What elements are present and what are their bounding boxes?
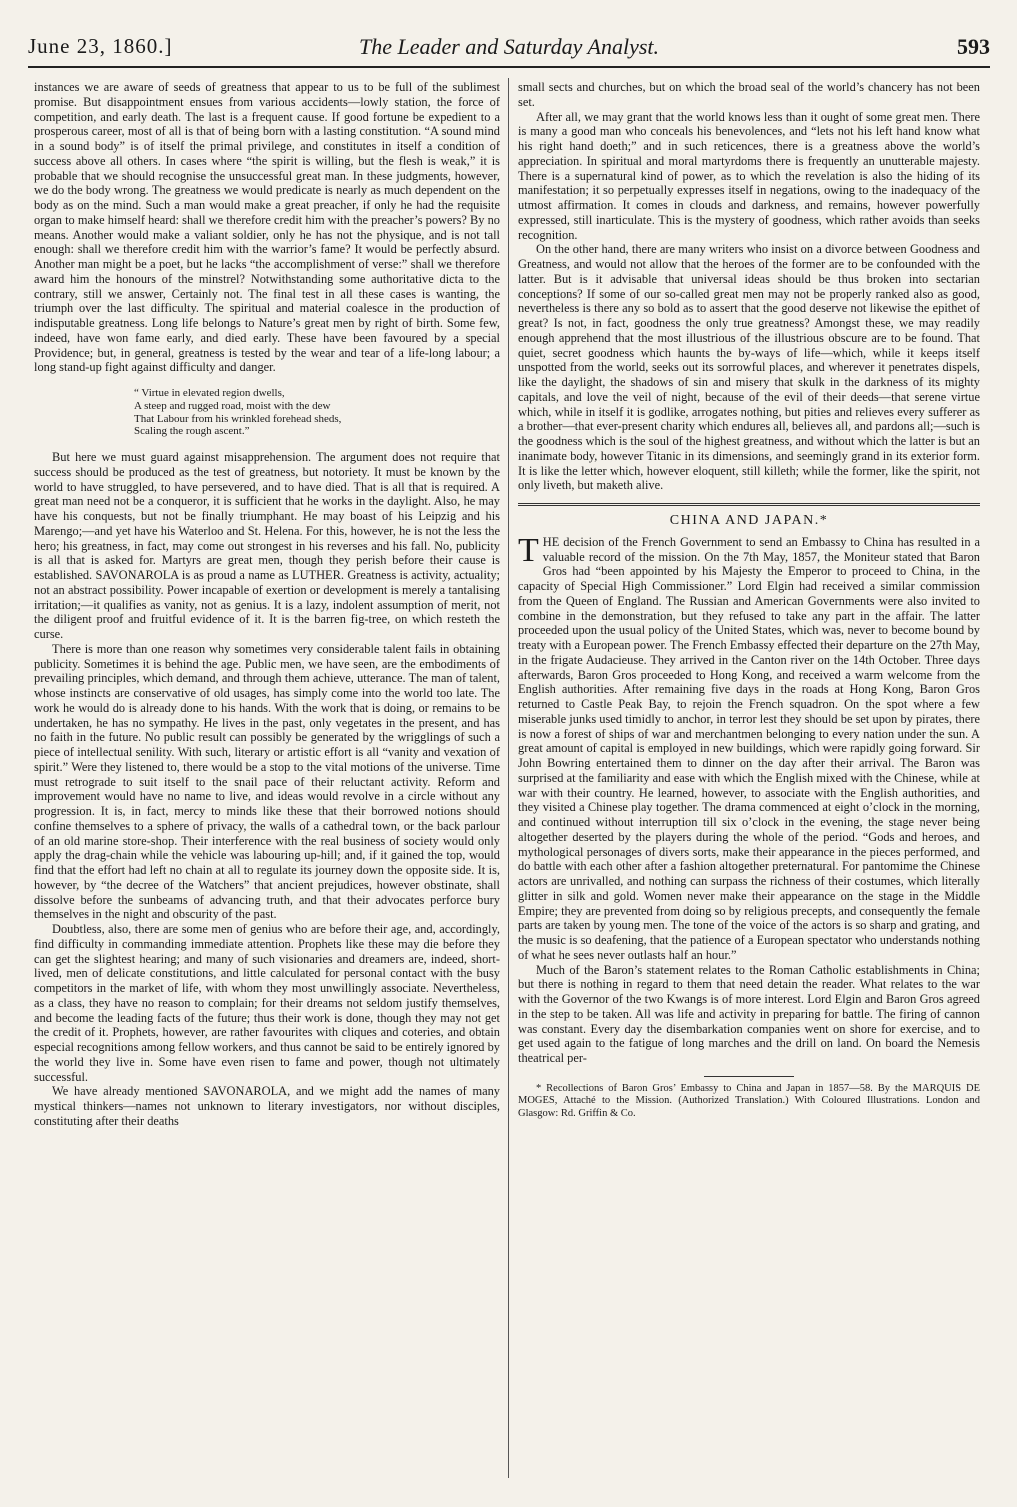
column-divider bbox=[508, 78, 509, 1478]
article-paragraph bbox=[518, 531, 980, 963]
article-paragraph: After all, we may grant that the world knows less than it ought of some great men. There is many a good man who conceals his benevolences, and “lets not his left hand know what his right hand doeth;” and in such reticences, there is a greatness above the world’s appreciation. In spiritual and moral martyrdoms there is frequently an unutterable majesty. There is a supernatural kind of power, as to which the revelation is also the hiding of its manifestation; it so perpetually expresses itself in negations, owing to the inadequacy of the utmost affirmation. It comes in clouds and darkness, and remains, however powerfully expressed, still inarticulate. This is the mystery of goodness, which rather avoids than seeks recognition. bbox=[518, 109, 980, 242]
page-header bbox=[28, 34, 990, 68]
right-column bbox=[518, 80, 980, 1480]
article-paragraph: small sects and churches, but on which the broad seal of the world’s chancery has not been set. bbox=[518, 80, 980, 109]
article-paragraph: instances we are aware of seeds of greatness that appear to us to be full of the sublimest promise. But disappointment ensues from various accidents—lowly station, the force of competition, and early death. The last is a frequent cause. If good fortune be expedient to a prosperous career, most of all is that of being born with a lasting constitution. “A sound mind in a sound body” is of itself the primal privilege, and constitutes in itself a condition of success above all others. In cases where “the spirit is willing, but the flesh is weak,” it is probable that we should recognise the unsuccessful great man. In these judgments, however, we do the body wrong. The greatness we would predicate is nearly as much dependent on the body as on the mind. Such a man would make a great preacher, if only he had the requisite organ to make himself heard: shall we therefore credit him with the preacher’s powers? By no means. Another would make a valiant soldier, only he has not the physique, and is not tall enough: shall we therefore credit him with the warrior’s fame? It would be perfectly absurd. Another man might be a poet, but he lacks “the accomplishment of verse:” shall we therefore award him the honours of the minstrel? Notwithstanding some authoritative dicta to the contrary, still we answer, Certainly not. The final test in all these cases is wanting, the triumph over the last difficulty. The spiritual and material coalesce in the production of indisputable greatness. Long life belongs to Nature’s great men by right of birth. Some few, indeed, have won fame early, and died early. These have been favoured by a special Providence; but, in general, greatness is tested by the wear and tear of a life-long labour; a long stand-up fight against difficulty and danger. bbox=[34, 80, 500, 375]
article-paragraph-text: HE decision of the French Government to send an Embassy to China has resulted in a valuable record of the mission. On the 7th May, 1857, the Moniteur stated that Baron Gros had “been appointed by his Majesty the Emperor to proceed to China, in the capacity of Special High Commissioner.” Lord Elgin had received a similar commission from the Queen of England. The Russian and American Governments were also invited to combine in the demonstration, but they refused to take any part in the affair. The latter proceeded upon the usual policy of the United States, which was, never to become bound by treaty with a European power. The French Embassy effected their departure on the 27th May, in the frigate Audacieuse. They arrived in the Canton river on the 14th October. Three days afterwards, Baron Gros proceeded to Hong Kong, and received a warm welcome from the English authorities. After remaining five days in the roads at Hong Kong, Baron Gros returned to Castle Peak Bay, to rejoin the French squadron. On the spot where a few miserable junks used timidly to anchor, in terror lest they should be set upon by pirates, there is now a forest of ships of war and merchantmen belonging to every nation under the sun. A great amount of capital is employed in new buildings, which were rapidly going forward. Sir John Bowring entertained them to dinner on the day after their arrival. The Baron was surprised at the familiarity and ease with which the English mixed with the Chinese, while at war with their country. He learned, however, to associate with the English authorities, and they visited a Chinese play together. The drama commenced at eight o’clock in the morning, and continued without interruption till six o’clock in the evening, the stage never being altogether deserted by the players during the whole of the period. “Gods and heroes, and mythological personages of divers sorts, make their appearance in the pieces performed, and do battle with each other after a fashion altogether preternatural. For pantomime the Chinese actors are unrivalled, and nothing can surpass the richness of their costumes, which literally glitter in silk and gold. Women never make their appearance on the stage in the Middle Empire; they are prevented from doing so by religious precepts, and consequently the female parts are taken by young men. The tone of the voice of the actors is so sharp and grating, and the music is so deafening, that the patience of a European spectator who understands nothing of what he sees never outlasts half an hour.” bbox=[518, 534, 980, 962]
verse-line: Scaling the rough ascent.” bbox=[134, 425, 250, 438]
article-paragraph: There is more than one reason why sometimes very considerable talent fails in obtaining publicity. Sometimes it is behind the age. Public men, we have seen, are the embodiments of prevailing principles, which demand, and through them achieve, utterance. The man of talent, whose instincts are conservative of old usages, has simply come into the world too late. The work he would do is already done to his hands. With the work that is doing, or remains to be undertaken, he has no sympathy. He lives in the past, only vegetates in the present, and has no faith in the future. No public result can possibly be generated by the wrigglings of such a piece of intellectual senility. With such, literary or artistic effort is all “vanity and vexation of spirit.” Were they listened to, there would be a stop to the vital motions of the universe. Time must retrograde to suit itself to the snail pace of their reluctant activity. Reform and improvement would have no name to live, and ideas would revolve in a circle without any progression. It is, in fact, mercy to minds like these that their borrowed notions should confine themselves to a sphere of privacy, the walls of a cathedral town, or the back parlour of an old marine store-shop. Their interference with the real business of society would only apply the drag-chain while the vehicle was labouring up-hill; and, if it gained the top, would find that the effort had left no chain at all to regulate its journey down the opposite side. It is, however, by “the decree of the Watchers” that ancient prejudices, however obstinate, shall dissolve before the sunbeams of advancing truth, and that their advocates perforce bury themselves in the night and obscurity of the past. bbox=[34, 641, 500, 922]
article-paragraph: We have already mentioned SAVONAROLA, and we might add the names of many mystical thinkers—names not unknown to literary investigators, nor without disciples, constituting after their deaths bbox=[34, 1084, 500, 1128]
article-paragraph: But here we must guard against misapprehension. The argument does not require that success should be produced as the test of greatness, but notoriety. It must be known by the world to have struggled, to have persevered, and to have died. That is all that is required. A great man need not be a conqueror, it is sufficient that he works in the daylight. Also, he may have his conquests, but not be finally triumphant. He may boast of his Leipzig and his Marengo;—and yet have his Waterloo and St. Helena. For this, however, he is not the less the hero; his greatness, in fact, may come out strongest in his reverses and his fall. No, publicity is all that is asked for. Martyrs are great men, though they perish before their cause is established. SAVONAROLA is as proud a name as LUTHER. Greatness is activity, actuality; not an abstract possibility. Power incapable of exertion or development is merely a tantalising irritation;—it qualifies as vanity, not as genius. It is a lazy, indolent assumption of merit, not the diligent proof and fruitful evidence of it. It is the barren fig-tree, on which resteth the curse. bbox=[34, 450, 500, 642]
article-paragraph: Doubtless, also, there are some men of genius who are before their age, and, accordingly, find difficulty in commanding immediate attention. Prophets like these may die before they can get the slightest hearing; and many of such visionaries and dreamers are, indeed, short-lived, men of delicate constitutions, and little calculated for personal contact with the busy competitors in the market of life, with whom they most unwillingly associate. Nevertheless, as a class, they have no reason to complain; for their dreams not seldom justify themselves, and become the leading facts of the future; thus their work is done, though they may not get the credit of it. Prophets, however, are rather favourites with cliques and coteries, and obtain especial recognitions among fellow workers, and thus cannot be said to be entirely ignored by the world they live in. Some have even risen to fame and power, though not ultimately successful. bbox=[34, 922, 500, 1084]
verse-line: A steep and rugged road, moist with the dew bbox=[134, 399, 331, 412]
article-paragraph: Much of the Baron’s statement relates to the Roman Catholic establishments in China; but there is nothing in regard to them that need detain the reader. What relates to the war with the Governor of the two Kwangs is of more interest. Lord Elgin and Baron Gros agreed in the step to be taken. All was life and activity in preparing for battle. The firing of cannon was constant. Every day the disembarkation companies went on shore for exercise, and to get used again to the fatigue of long marches and the drill on land. On board the Nemesis theatrical per- bbox=[518, 962, 980, 1065]
verse-line: “ Virtue in elevated region dwells, bbox=[134, 387, 285, 399]
section-heading: CHINA AND JAPAN.* bbox=[669, 513, 829, 528]
verse-line: That Labour from his wrinkled forehead sheds, bbox=[134, 412, 342, 425]
publication-title: The Leader and Saturday Analyst. bbox=[358, 34, 660, 59]
footnote: * Recollections of Baron Gros’ Embassy to China and Japan in 1857—58. By the MARQUIS DE MOGES, Attaché to the Mission. (Authorized Translation.) With Coloured Illustrations. London and Glasgow: Rd. Griffin & Co. bbox=[518, 1082, 980, 1119]
verse-quotation bbox=[134, 387, 500, 438]
section-divider bbox=[518, 503, 980, 506]
drop-cap: T bbox=[518, 531, 539, 569]
left-column bbox=[34, 80, 500, 1480]
page-number: 593 bbox=[957, 34, 990, 59]
footnote-divider bbox=[704, 1076, 794, 1077]
article-paragraph: On the other hand, there are many writers who insist on a divorce between Goodness and Greatness, and would not allow that the heroes of the former are to be confounded with the latter. But is it advisable that universal ideas should be thus broken into sectarian conceptions? If some of our so-called great men may not be properly ranked also as good, nevertheless is there any so bold as to assert that the good deserve not likewise the epithet of great? Is not, in fact, goodness the only true greatness? Amongst these, we may readily enough apprehend that the most illustrious of the illustrious obscure are to be found. That quiet, secret goodness which haunts the by-ways of life—which, while it keeps itself unspotted from the world, seeks out its sorrowful places, and wherever it penetrates dispels, like the daylight, the shadows of sin and misery that skulk in the darkness of its mighty capitals, and love the veil of night, because of the evil of their deeds—that serene virtue which, while in itself it is godlike, arrogates nothing, but pities and relieves every sufferer as a brother—that ever-present charity which endures all, believes all, and pardons all;—such is the goodness which is the soul of the highest greatness, and without which the latter is but an inanimate body, however Titanic in its dimensions, and seemingly grand in its exterior form. It is like the letter which, however eloquent, still killeth; while the former, like the spirit, not only liveth, but maketh alive. bbox=[518, 242, 980, 493]
issue-date: June 23, 1860.] bbox=[28, 34, 173, 58]
